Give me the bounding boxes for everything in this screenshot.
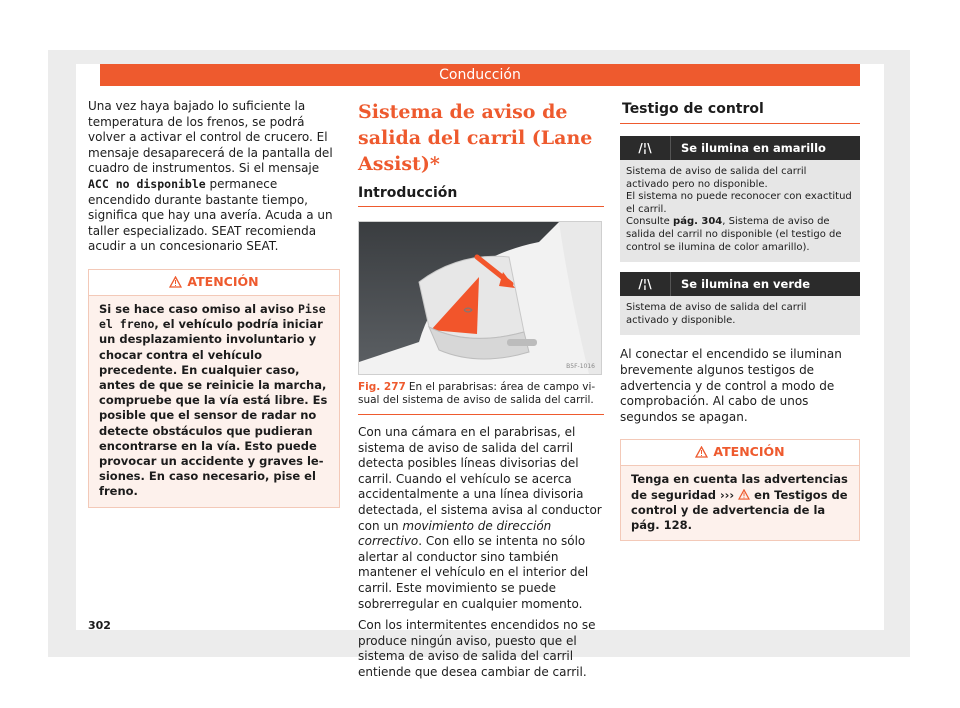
warning-triangle-icon <box>738 489 750 500</box>
warning-header <box>621 440 859 466</box>
text-span: Una vez haya bajado lo suficiente la temperatura de los frenos, se podrá volver a activar el control de crucero. El mensaje desaparecerá de la pantalla del cuadro de instrumentos. Si el mensaje <box>88 99 333 176</box>
lane-assist-paragraph <box>358 425 604 612</box>
lamp-label: Se ilumina en amarillo <box>681 141 826 155</box>
windshield-illustration <box>359 222 601 374</box>
message-code: Pise el freno <box>99 301 326 332</box>
control-lamp-title: Testigo de control <box>620 101 860 124</box>
section-title: Sistema de aviso de salida del carril (Lane Assist)* <box>358 101 593 175</box>
warning-header <box>89 270 339 296</box>
page-number: 302 <box>88 619 111 632</box>
warning-title: ATENCIÓN <box>187 273 259 289</box>
warning-body <box>89 296 339 507</box>
text-span: Tenga en cuenta las advertencias de seguridad ››› <box>631 472 848 502</box>
text-span: Con una cámara en el parabrisas, el sistema de aviso de salida del carril detecta posibles líneas divisorias del carril. Cuando el vehículo se acerca accidentalmente a una línea divisoria detectada, el sistema avisa al conductor con un <box>358 425 602 533</box>
warning-body <box>621 466 859 540</box>
figure-windshield <box>358 221 602 375</box>
warning-box <box>620 439 860 541</box>
acc-paragraph <box>88 99 340 255</box>
figure-label: Fig. 277 <box>358 381 406 393</box>
lamp-row-yellow <box>620 136 860 160</box>
figure-code: B5F-1016 <box>566 363 595 370</box>
desc-line: El sistema no puede reconocer con exactitud el carril. <box>626 191 852 215</box>
column-right <box>620 99 860 541</box>
message-code: ACC no disponible <box>88 176 206 191</box>
lamp-description-yellow <box>620 160 860 262</box>
warning-triangle-icon <box>169 276 182 288</box>
text-span: , Sistema de aviso de salida del carril no disponible (el testigo de control se ilumina de color amarillo). <box>626 216 842 253</box>
text-span: Consulte <box>626 216 674 228</box>
column-middle <box>358 99 604 681</box>
page-reference: pág. 304 <box>673 216 723 228</box>
ignition-paragraph: Al conectar el encendido se iluminan brevemente algunos testigos de advertencia y de control a modo de comprobación. Al cabo de unos segundos se apagan. <box>620 347 842 424</box>
figure-caption <box>358 381 604 415</box>
italic-text: movimiento de dirección correctivo <box>358 518 552 549</box>
lamp-description-green <box>620 296 860 335</box>
lane-assist-lamp-icon: /¦\ <box>620 136 671 160</box>
text-span: Si se hace caso omiso al aviso <box>99 301 298 316</box>
desc-line: Sistema de aviso de salida del carril activado pero no disponible. <box>626 166 807 190</box>
desc-line: Sistema de aviso de salida del carril activado y disponible. <box>626 302 807 326</box>
column-left <box>88 99 340 508</box>
section-header: Conducción <box>100 64 860 86</box>
warning-box <box>88 269 340 508</box>
desc-line <box>626 216 852 254</box>
warning-triangle-icon <box>695 446 708 458</box>
lane-assist-lamp-icon: /¦\ <box>620 272 671 296</box>
warning-title: ATENCIÓN <box>713 444 785 460</box>
caption-text: En el parabrisas: área de campo visual del sistema de aviso de salida del carril. <box>358 381 596 406</box>
text-span: en Testigos de control y de advertencia de la pág. 128. <box>631 487 848 532</box>
subsection-title: Introducción <box>358 185 604 207</box>
indicator-paragraph: Con los intermitentes encendidos no se produce ningún aviso, puesto que el sistema de aviso de salida del carril entiende que desea cambiar de carril. <box>358 618 596 679</box>
text-span: . Con ello se intenta no sólo alertar al conductor sino también mantener el vehículo en el interior del carril. Este movimiento se puede sobrerregular en cualquier momento. <box>358 534 589 611</box>
lamp-row-green <box>620 272 860 296</box>
text-span: , el vehículo podría iniciar un desplazamiento involuntario y chocar contra el vehículo precedente. En cualquier caso, antes de que se reinicie la marcha, compruebe que la vía está libre. Es posible que el sensor de radar no detecte obstáculos que pudieran encontrarse en la vía. Esto puede provocar un accidente y graves lesiones. En caso necesario, pise el freno. <box>99 317 328 499</box>
text-span: permanece encendido durante bastante tiempo, significa que hay una avería. Acuda a un taller especializado. SEAT recomienda acudir a un concesionario SEAT. <box>88 176 333 254</box>
lamp-label: Se ilumina en verde <box>681 277 811 292</box>
